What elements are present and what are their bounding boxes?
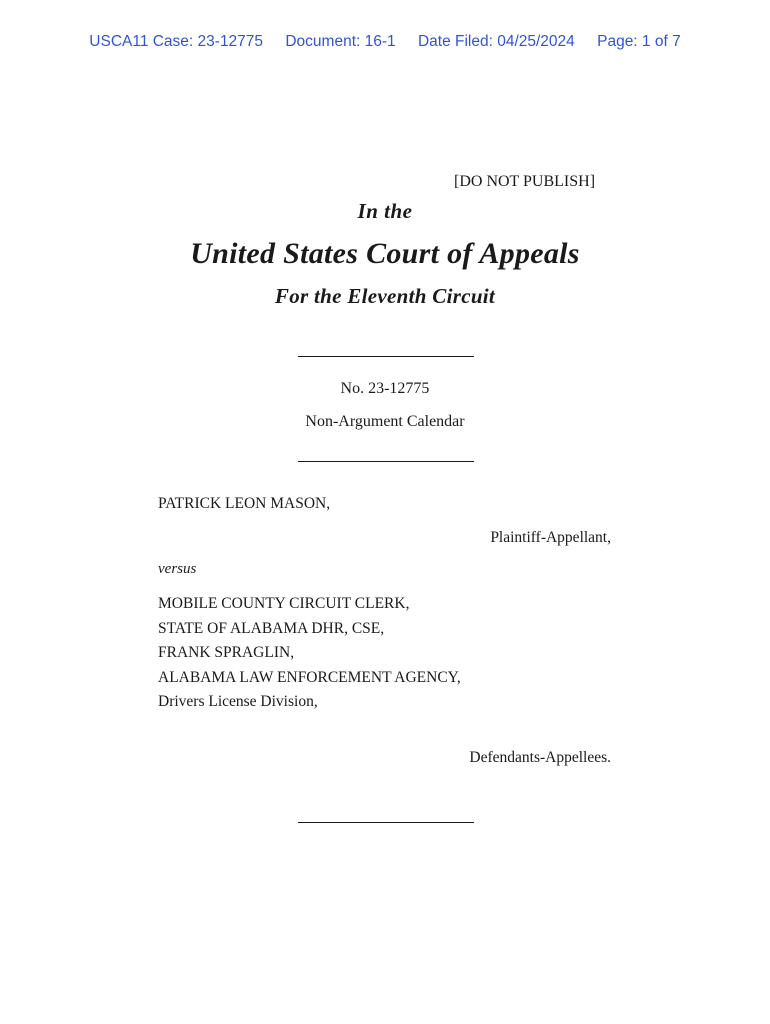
defendants-role: Defendants-Appellees.: [469, 749, 611, 766]
header-date-filed: Date Filed: 04/25/2024: [417, 33, 575, 50]
header-page-number: Page: 1 of 7: [597, 33, 681, 50]
divider-bottom: [298, 822, 474, 823]
divider-middle: [298, 461, 474, 462]
publication-status: [DO NOT PUBLISH]: [454, 173, 596, 190]
defendant-name: ALABAMA LAW ENFORCEMENT AGENCY,: [158, 668, 461, 686]
defendant-name: MOBILE COUNTY CIRCUIT CLERK,: [158, 595, 410, 612]
court-heading-in-the: In the: [357, 199, 413, 223]
court-heading-circuit: For the Eleventh Circuit: [274, 284, 496, 308]
defendant-name: STATE OF ALABAMA DHR, CSE,: [158, 619, 385, 637]
header-case-number: USCA11 Case: 23-12775: [89, 33, 264, 50]
defendants-list: [158, 592, 461, 715]
filing-header: [0, 33, 770, 51]
defendant-name: FRANK SPRAGLIN,: [158, 644, 295, 661]
versus-label: versus: [158, 561, 197, 577]
calendar-type: Non-Argument Calendar: [305, 413, 465, 430]
plaintiff-name: PATRICK LEON MASON,: [158, 495, 331, 512]
case-number: No. 23-12775: [340, 380, 430, 397]
divider-top: [298, 356, 474, 357]
defendant-name: Drivers License Division,: [158, 693, 318, 710]
plaintiff-role: Plaintiff-Appellant,: [490, 529, 611, 546]
court-heading-name: United States Court of Appeals: [190, 237, 580, 270]
header-document-number: Document: 16-1: [285, 33, 396, 50]
